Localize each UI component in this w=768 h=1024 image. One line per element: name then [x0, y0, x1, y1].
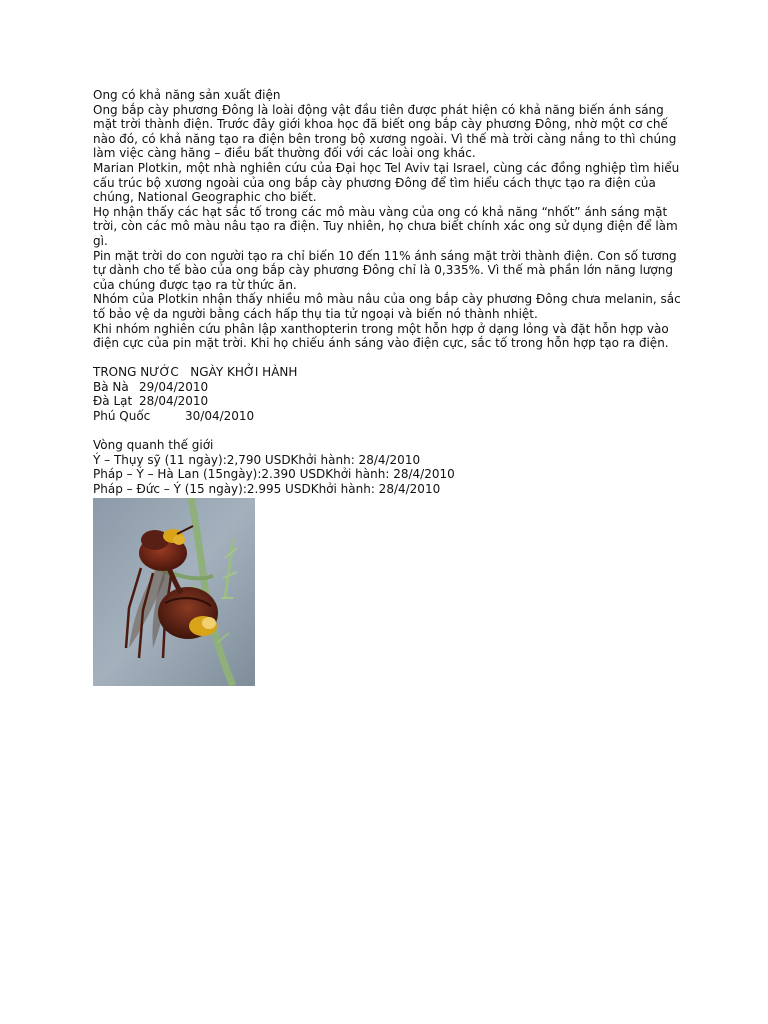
domestic-header — [93, 365, 683, 380]
world-tour-item: Pháp – Ý – Hà Lan (15ngày):2.390 USDKhởi hành: 28/4/2010 — [93, 467, 455, 482]
domestic-row — [93, 394, 683, 409]
domestic-date: 29/04/2010 — [139, 379, 209, 394]
domestic-header-col2: NGÀY KHỞI HÀNH — [190, 365, 298, 380]
article-paragraph: Pin mặt trời do con người tạo ra chỉ biến 10 đến 11% ánh sáng mặt trời thành điện. Con số tương tự dành cho tế bào của ong bắp cày phương Đông chỉ là 0,335%. Vì thế mà phần lớn năng lượng của chúng được tạo ra từ thức ăn. — [93, 248, 677, 292]
domestic-row — [93, 380, 683, 395]
hornet-photo — [93, 498, 255, 686]
domestic-header-col1: TRONG NƯỚC — [93, 365, 179, 380]
article-paragraph: Ong bắp cày phương Đông là loài động vật đầu tiên được phát hiện có khả năng biến ánh sáng mặt trời thành điện. Trước đây giới khoa học đã biết ong bắp cày phương Đông, nhờ một cơ chế nào đó, có khả năng tạo ra điện bên trong bộ xương ngoài. Vì thế mà trời càng nắng to thì chúng làm việc càng hăng – điều bất thường đối với các loài ong khác. — [93, 102, 677, 161]
article-paragraph: Họ nhận thấy các hạt sắc tố trong các mô màu vàng của ong có khả năng “nhốt” ánh sáng mặt trời, còn các mô màu nâu tạo ra điện. Tuy nhiên, họ chưa biết chính xác ong sử dụng điện để làm gì. — [93, 204, 678, 248]
world-tour-item: Ý – Thụy sỹ (11 ngày):2,790 USDKhởi hành: 28/4/2010 — [93, 452, 421, 467]
world-tours-title: Vòng quanh thế giới — [93, 438, 214, 453]
domestic-place: Đà Lạt — [93, 394, 133, 409]
domestic-date: 30/04/2010 — [185, 409, 255, 424]
spacer — [93, 424, 683, 439]
article-title: Ong có khả năng sản xuất điện — [93, 88, 281, 102]
spacer — [93, 351, 683, 366]
domestic-row — [93, 409, 683, 424]
article-paragraph: Nhóm của Plotkin nhận thấy nhiều mô màu nâu của ong bắp cày phương Đông chưa melanin, sắc tố bảo vệ da người bằng cách hấp thụ tia tử ngoại và biến nó thành nhiệt. — [93, 292, 681, 321]
domestic-date: 28/04/2010 — [139, 394, 209, 409]
domestic-place: Phú Quốc — [93, 409, 151, 424]
domestic-place: Bà Nà — [93, 379, 129, 394]
article-paragraph: Khi nhóm nghiên cứu phân lập xanthopterin trong một hỗn hợp ở dạng lỏng và đặt hỗn hợp vào điện cực của pin mặt trời. Khi họ chiếu ánh sáng vào điện cực, sắc tố trong hỗn hợp tạo ra điện. — [93, 321, 669, 351]
article-paragraph: Marian Plotkin, một nhà nghiên cứu của Đại học Tel Aviv tại Israel, cùng các đồng nghiệp tìm hiểu cấu trúc bộ xương ngoài của ong bắp cày phương Đông để tìm hiểu cách thực tạo ra điện của chúng, National Geographic cho biết. — [93, 160, 680, 205]
document-body — [93, 88, 683, 497]
world-tour-item: Pháp – Đức – Ý (15 ngày):2.995 USDKhởi hành: 28/4/2010 — [93, 482, 441, 497]
